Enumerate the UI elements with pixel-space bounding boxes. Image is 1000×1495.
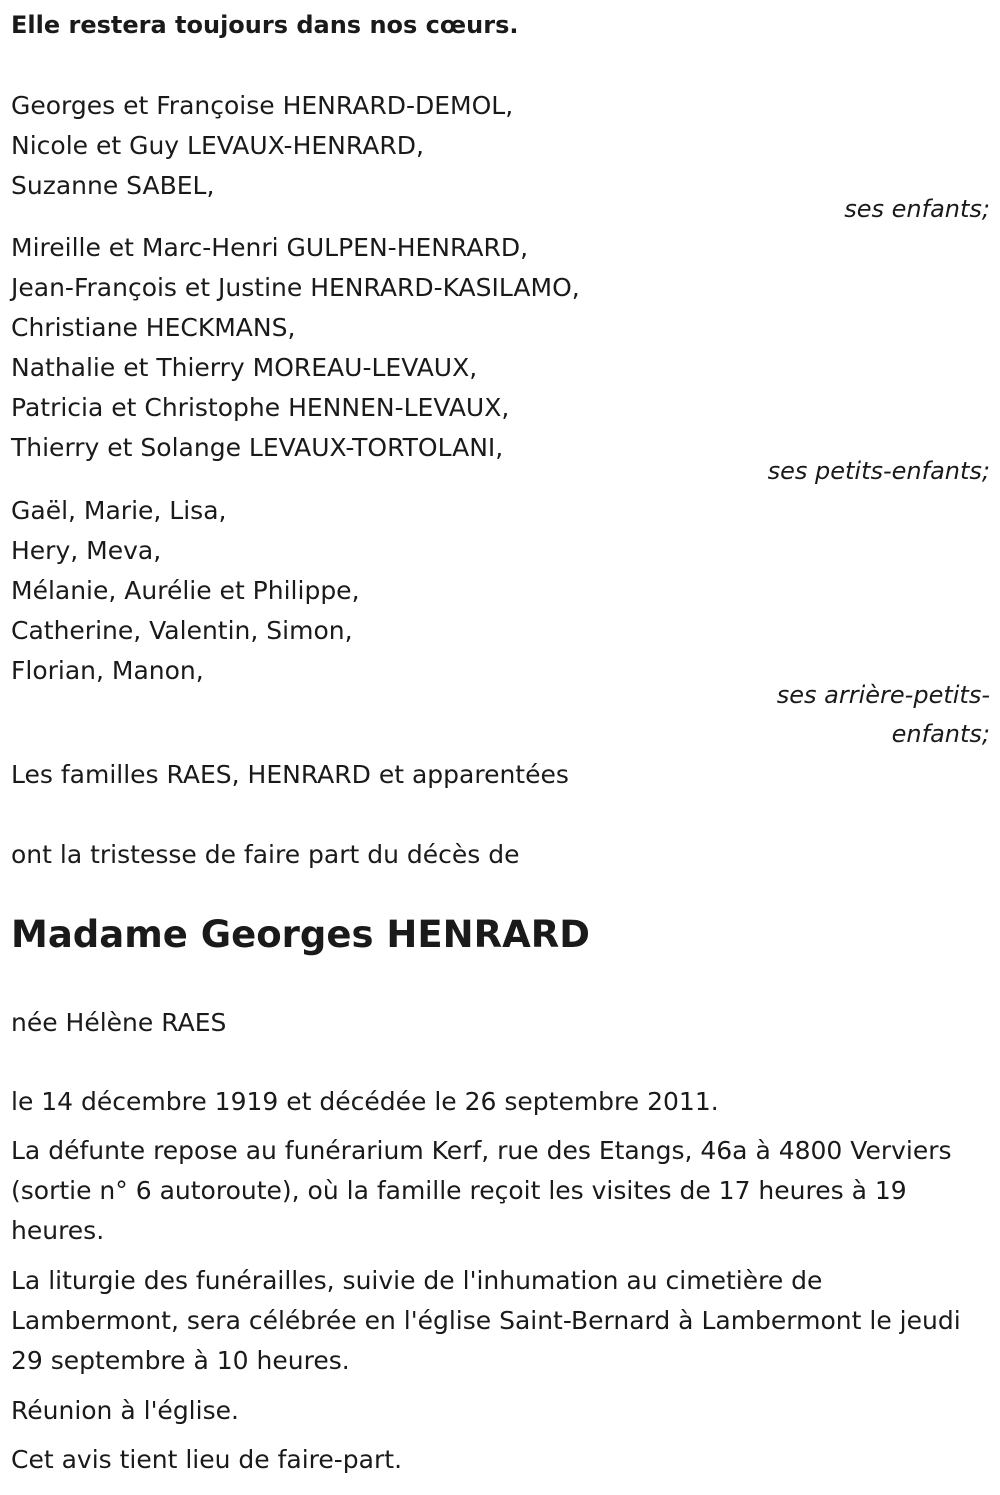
meeting-line: Réunion à l'église.	[11, 1396, 239, 1425]
child-name: Nicole et Guy LEVAUX-HENRARD,	[11, 131, 424, 160]
grandchildren-list	[11, 228, 580, 468]
great-grandchild-names: Florian, Manon,	[11, 656, 204, 685]
children-role: ses enfants;	[844, 195, 990, 223]
grandchild-name: Mireille et Marc-Henri GULPEN-HENRARD,	[11, 233, 529, 262]
great-grandchildren-list	[11, 491, 360, 691]
tribute-heading: Elle restera toujours dans nos cœurs.	[11, 11, 519, 39]
great-grandchildren-role-line: ses arrière-petits-	[776, 681, 990, 709]
funerarium-paragraph: La défunte repose au funérarium Kerf, rue des Etangs, 46a à 4800 Verviers (sortie n° 6 autoroute), où la famille reçoit les visites de 17 heures à 19 heures.	[11, 1136, 952, 1245]
maiden-name: née Hélène RAES	[11, 1008, 227, 1037]
great-grandchild-names: Mélanie, Aurélie et Philippe,	[11, 576, 360, 605]
dates-line: le 14 décembre 1919 et décédée le 26 septembre 2011.	[11, 1087, 719, 1116]
great-grandchild-names: Catherine, Valentin, Simon,	[11, 616, 353, 645]
notice-line: Cet avis tient lieu de faire-part.	[11, 1445, 403, 1474]
grandchild-name: Nathalie et Thierry MOREAU-LEVAUX,	[11, 353, 478, 382]
grandchild-name: Christiane HECKMANS,	[11, 313, 296, 342]
grandchild-name: Patricia et Christophe HENNEN-LEVAUX,	[11, 393, 510, 422]
great-grandchild-names: Gaël, Marie, Lisa,	[11, 496, 227, 525]
announcement-line: ont la tristesse de faire part du décès de	[11, 840, 520, 869]
great-grandchildren-role-line: enfants;	[891, 720, 990, 748]
great-grandchildren-role	[777, 676, 990, 754]
grandchildren-role: ses petits-enfants;	[767, 457, 990, 485]
great-grandchild-names: Hery, Meva,	[11, 536, 162, 565]
child-name: Georges et Françoise HENRARD-DEMOL,	[11, 91, 514, 120]
grandchild-name: Jean-François et Justine HENRARD-KASILAMO,	[11, 273, 580, 302]
families-line: Les familles RAES, HENRARD et apparentées	[11, 760, 569, 789]
deceased-name: Madame Georges HENRARD	[11, 913, 590, 956]
liturgy-paragraph: La liturgie des funérailles, suivie de l'inhumation au cimetière de Lambermont, sera célébrée en l'église Saint-Bernard à Lambermont le jeudi 29 septembre à 10 heures.	[11, 1266, 961, 1375]
children-list	[11, 86, 513, 206]
grandchild-name: Thierry et Solange LEVAUX-TORTOLANI,	[11, 433, 504, 462]
child-name: Suzanne SABEL,	[11, 171, 215, 200]
